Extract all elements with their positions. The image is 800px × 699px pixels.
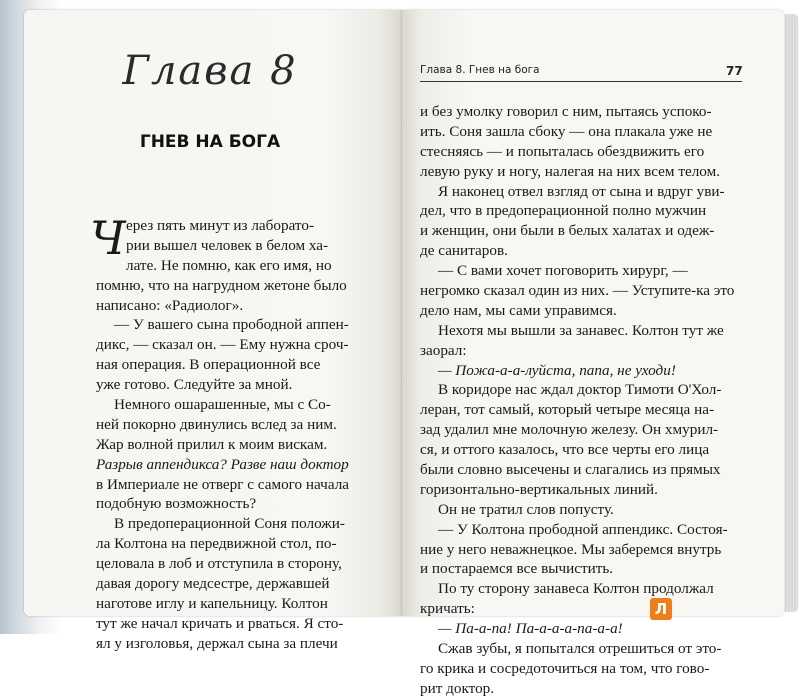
text-line: — У вашего сына прободной аппен-	[114, 316, 349, 334]
text-line: целовала в лоб и отступила в сторону,	[96, 555, 342, 573]
text-line: в Империале не отверг с самого начала	[96, 475, 350, 493]
text-line: ние у него неважнецкое. Мы заберемся внутрь	[420, 540, 722, 558]
publisher-logo-icon: Л	[650, 598, 672, 620]
drop-cap: Ч	[90, 211, 126, 265]
page-edges	[784, 14, 798, 612]
italic-phrase: — Па-а-па! Па-а-а-а-па-а-а!	[438, 620, 623, 638]
text-line: го крика и сосредоточиться на том, что гово-	[420, 659, 710, 677]
text-line: — С вами хочет поговорить хирург, —	[438, 262, 688, 280]
text-line: давая дорогу медсестре, державшей	[96, 575, 330, 593]
text-line: негромко сказал один из них. — Уступите-ка это	[420, 282, 735, 300]
header-rule	[420, 81, 742, 82]
text-line: подобную возможность?	[96, 495, 257, 513]
chapter-title: Глава 8	[122, 48, 298, 94]
text-line: тут же начал кричать и рваться. Я сто-	[96, 614, 344, 632]
text-line: Я наконец отвел взгляд от сына и вдруг уви-	[438, 182, 725, 200]
text-line: дел, что в предоперационной полно мужчин	[420, 202, 707, 220]
left-page-text	[96, 216, 360, 654]
text-line: написано: «Радиолог».	[96, 296, 244, 314]
right-page-text	[420, 102, 735, 699]
text-line: и постараемся все вычистить.	[420, 560, 614, 578]
text-line	[96, 455, 360, 475]
text-line: — У Колтона прободной аппендикс. Состоя-	[438, 520, 728, 538]
italic-phrase: — Пожа-а-а-луйста, папа, не уходи!	[438, 361, 676, 379]
text-line: Жар волной прилил к моим вискам.	[96, 435, 328, 453]
text-line: рии вышел человек в белом ха-	[126, 236, 329, 254]
text-line: дело нам, мы сами управимся.	[420, 301, 617, 319]
text-line: ерез пять минут из лаборато-	[126, 217, 315, 234]
text-line: Немного ошарашенные, мы с Со-	[114, 396, 331, 414]
running-head: Глава 8. Гнев на бога	[420, 64, 540, 76]
text-line: левую руку и ногу, налегая на них всем телом.	[420, 162, 721, 180]
text-line: стесняясь — и попыталась обездвижить его	[420, 142, 705, 160]
text-line: горизонтально-вертикальных линий.	[420, 480, 658, 498]
text-line	[420, 361, 720, 381]
text-line: Нехотя мы вышли за занавес. Колтон тут же	[438, 321, 724, 339]
text-line: помню, что на нагрудном жетоне было	[96, 276, 347, 294]
page-number: 77	[726, 64, 743, 78]
text-line: де санитаров.	[420, 242, 508, 260]
text-line: и без умолку говорил с ним, пытаясь успоко-	[420, 103, 712, 120]
text-line: ла Колтона на передвижной стол, по-	[96, 535, 337, 553]
text-line: лате. Не помню, как его имя, но	[126, 256, 332, 274]
chapter-subtitle: ГНЕВ НА БОГА	[139, 132, 281, 152]
text-line: рит доктор.	[420, 679, 495, 697]
text-line: ся, и оттого казалось, что все черты его лица	[420, 441, 710, 459]
text-line	[420, 619, 720, 639]
text-line: ял у изголовья, держал сына за плечи	[96, 634, 338, 652]
text-line: кричать:	[420, 600, 475, 618]
italic-phrase: Разрыв аппендикса? Разве наш доктор	[96, 455, 349, 473]
text-line: В коридоре нас ждал доктор Тимоти О'Хол-	[438, 381, 722, 399]
text-line: наготове иглу и капельницу. Колтон	[96, 594, 328, 612]
text-line: ить. Соня зашла сбоку — она плакала уже не	[420, 122, 713, 140]
text-line: и женщин, они были в белых халатах и одеж-	[420, 222, 715, 240]
text-line: зад удалил мне молочную железу. Он хмурил-	[420, 421, 719, 439]
text-line: дикс, — сказал он. — Ему нужна сроч-	[96, 336, 349, 354]
text-line: заорал:	[420, 341, 467, 359]
text-line: ней покорно двинулись вслед за ним.	[96, 415, 337, 433]
text-line: Он не тратил слов попусту.	[438, 500, 614, 518]
text-line: ная операция. В операционной все	[96, 356, 321, 374]
text-line: уже готово. Следуйте за мной.	[96, 376, 293, 394]
text-line: В предоперационной Соня положи-	[114, 515, 345, 533]
text-line: были словно высечены и слагались из прямых	[420, 461, 721, 479]
text-line: По ту сторону занавеса Колтон продолжал	[438, 580, 714, 598]
text-line: леран, тот самый, который четыре месяца на-	[420, 401, 714, 419]
text-line: Сжав зубы, я попытался отрешиться от это-	[438, 640, 722, 658]
